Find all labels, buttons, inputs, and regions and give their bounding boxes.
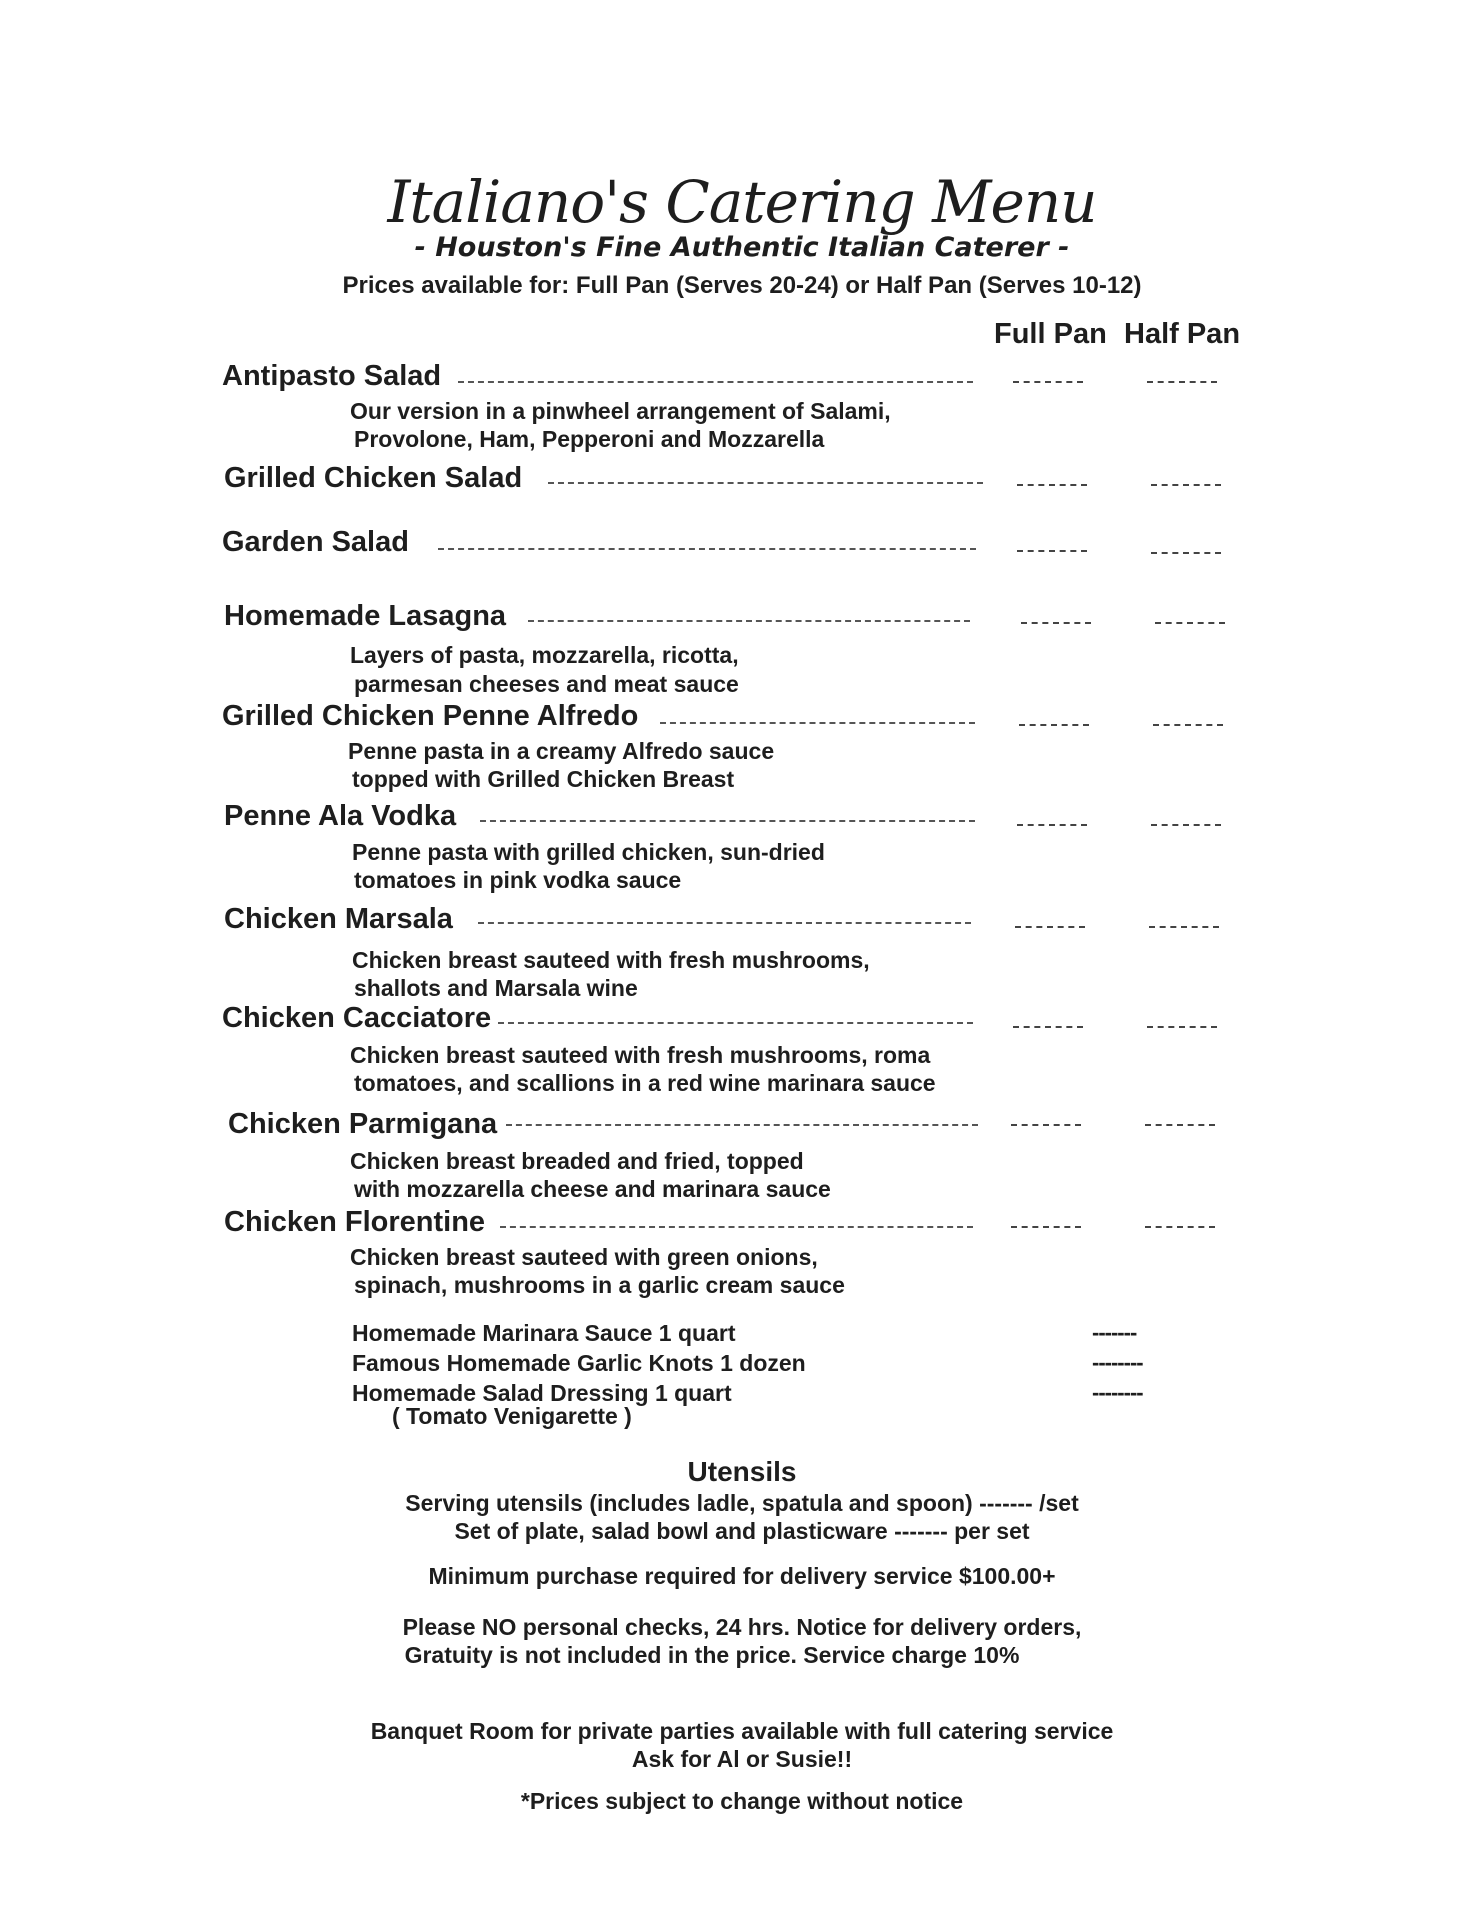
half-pan-price <box>1155 622 1225 624</box>
utensils-heading: Utensils <box>687 1456 797 1487</box>
leader-dots <box>660 722 975 724</box>
full-pan-price <box>1017 484 1087 486</box>
extra-item-label: Famous Homemade Garlic Knots 1 dozen <box>352 1350 806 1376</box>
full-pan-price <box>1015 926 1085 928</box>
half-pan-price <box>1145 1124 1215 1126</box>
item-name: Chicken Florentine <box>224 1206 486 1238</box>
utensils-line: Serving utensils (includes ladle, spatula and spoon) ------- /set <box>405 1490 1079 1516</box>
half-pan-price <box>1151 484 1221 486</box>
leader-dots <box>548 482 983 484</box>
half-pan-price <box>1149 926 1219 928</box>
item-description: Penne pasta with grilled chicken, sun-dried <box>352 839 825 865</box>
item-name: Antipasto Salad <box>222 360 442 392</box>
price-disclaimer: *Prices subject to change without notice <box>520 1788 964 1814</box>
menu-title: Italiano's Catering Menu <box>387 168 1097 236</box>
item-description: parmesan cheeses and meat sauce <box>354 671 739 697</box>
half-pan-price <box>1153 724 1223 726</box>
item-description: shallots and Marsala wine <box>354 975 638 1001</box>
item-name: Chicken Cacciatore <box>222 1002 492 1034</box>
extra-item-label: Homemade Salad Dressing 1 quart <box>352 1380 732 1406</box>
menu-subtitle: - Houston's Fine Authentic Italian Caterer - <box>414 232 1070 263</box>
item-name: Grilled Chicken Penne Alfredo <box>222 700 639 732</box>
full-pan-price <box>1013 381 1083 383</box>
item-name: Garden Salad <box>222 526 409 558</box>
leader-dots <box>498 1022 973 1024</box>
policy-note: Please NO personal checks, 24 hrs. Notice for delivery orders, <box>402 1614 1082 1640</box>
extra-item-label: Homemade Marinara Sauce 1 quart <box>352 1320 736 1346</box>
full-pan-price <box>1019 724 1089 726</box>
item-name: Chicken Marsala <box>224 903 453 935</box>
item-name: Grilled Chicken Salad <box>224 462 523 494</box>
full-pan-price <box>1017 824 1087 826</box>
item-description: Chicken breast sauteed with fresh mushrooms, <box>352 947 870 973</box>
item-description: Chicken breast sauteed with fresh mushrooms, roma <box>350 1042 931 1068</box>
half-pan-price <box>1147 1026 1217 1028</box>
leader-dots <box>528 620 970 622</box>
half-pan-price <box>1147 381 1217 383</box>
banquet-contact: Ask for Al or Susie!! <box>631 1746 853 1772</box>
extra-item-price: -------- <box>1092 1380 1143 1405</box>
item-description: tomatoes, and scallions in a red wine marinara sauce <box>354 1070 936 1096</box>
half-pan-price <box>1151 824 1221 826</box>
leader-dots <box>458 381 973 383</box>
item-description: Penne pasta in a creamy Alfredo sauce <box>348 738 775 764</box>
full-pan-price <box>1011 1124 1081 1126</box>
item-name: Homemade Lasagna <box>224 600 507 632</box>
half-pan-price <box>1151 552 1221 554</box>
item-description: Our version in a pinwheel arrangement of Salami, <box>350 398 891 424</box>
half-pan-price <box>1145 1226 1215 1228</box>
utensils-line: Set of plate, salad bowl and plasticware ------- per set <box>454 1518 1030 1544</box>
leader-dots <box>438 548 976 550</box>
item-description: Provolone, Ham, Pepperoni and Mozzarella <box>354 426 825 452</box>
extra-item-price: ------- <box>1092 1320 1137 1345</box>
leader-dots <box>480 820 975 822</box>
pan-size-note: Prices available for: Full Pan (Serves 20-24) or Half Pan (Serves 10-12) <box>342 272 1142 299</box>
full-pan-column-header: Full Pan <box>994 318 1107 350</box>
full-pan-price <box>1011 1226 1081 1228</box>
item-description: Layers of pasta, mozzarella, ricotta, <box>350 642 739 668</box>
item-description: with mozzarella cheese and marinara sauce <box>354 1176 831 1202</box>
full-pan-price <box>1013 1026 1083 1028</box>
item-description: spinach, mushrooms in a garlic cream sauce <box>354 1272 845 1298</box>
item-description: tomatoes in pink vodka sauce <box>354 867 682 893</box>
extra-item-price: -------- <box>1092 1350 1143 1375</box>
item-name: Penne Ala Vodka <box>224 800 457 832</box>
extra-item-note: ( Tomato Venigarette ) <box>392 1403 632 1429</box>
item-description: Chicken breast breaded and fried, topped <box>350 1148 804 1174</box>
item-name: Chicken Parmigana <box>228 1108 498 1140</box>
policy-note: Gratuity is not included in the price. Service charge 10% <box>404 1642 1020 1668</box>
leader-dots <box>506 1124 978 1126</box>
leader-dots <box>500 1226 973 1228</box>
minimum-purchase-note: Minimum purchase required for delivery service $100.00+ <box>428 1563 1056 1589</box>
item-description: Chicken breast sauteed with green onions, <box>350 1244 818 1270</box>
full-pan-price <box>1017 550 1087 552</box>
item-description: topped with Grilled Chicken Breast <box>352 766 735 792</box>
half-pan-column-header: Half Pan <box>1124 318 1241 350</box>
leader-dots <box>478 922 971 924</box>
banquet-note: Banquet Room for private parties available with full catering service <box>370 1718 1114 1744</box>
full-pan-price <box>1021 622 1091 624</box>
